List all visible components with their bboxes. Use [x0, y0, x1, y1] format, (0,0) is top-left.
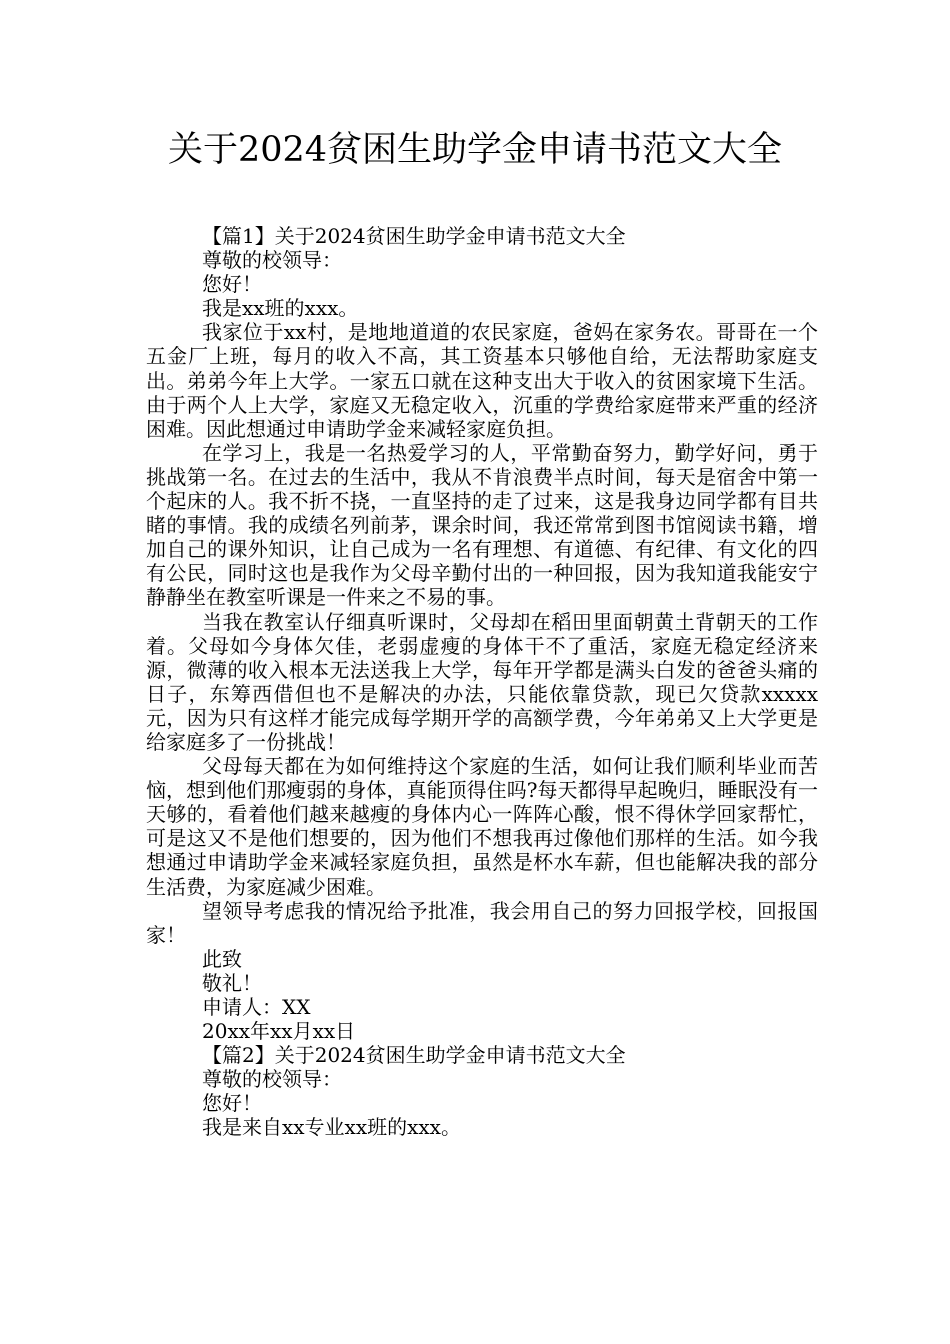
closing-line: 此致 — [202, 946, 242, 971]
document-title: 关于2024贫困生助学金申请书范文大全 — [167, 130, 783, 170]
salutation: 尊敬的校领导： — [202, 248, 342, 273]
self-intro: 我是xx班的xxx。 — [202, 296, 359, 321]
section-heading-2: 【篇2】关于2024贫困生助学金申请书范文大全 — [202, 1043, 626, 1068]
document-body — [146, 224, 818, 1140]
section-heading-1: 【篇1】关于2024贫困生助学金申请书范文大全 — [202, 224, 626, 248]
closing-salute: 敬礼！ — [202, 970, 262, 995]
self-intro: 我是来自xx专业xx班的xxx。 — [202, 1115, 461, 1140]
date-line: 20xx年xx月xx日 — [202, 1019, 356, 1044]
body-paragraph: 当我在教室认仔细真听课时，父母却在稻田里面朝黄土背朝天的工作着。父母如今身体欠佳，老弱虚瘦的身体干不了重活，家庭无稳定经济来源，微薄的收入根本无法送我上大学，每年开学都是满头白发的爸爸头痛的日子，东筹西借但也不是解决的办法，只能依靠贷款，现已欠贷款xxxxx元，因为只有这样才能完成每学期开学的高额学费，今年弟弟又上大学更是给家庭多了一份挑战！ — [146, 609, 818, 754]
salutation: 尊敬的校领导： — [202, 1067, 342, 1092]
body-paragraph: 在学习上，我是一名热爱学习的人，平常勤奋努力，勤学好问，勇于挑战第一名。在过去的生活中，我从不肯浪费半点时间，每天是宿舍中第一个起床的人。我不折不挠，一直坚持的走了过来，这是我身边同学都有目共睹的事情。我的成绩名列前茅，课余时间，我还常常到图书馆阅读书籍，增加自己的课外知识，让自己成为一名有理想、有道德、有纪律、有文化的四有公民，同时这也是我作为父母辛勤付出的一种回报，因为我知道我能安宁静静坐在教室听课是一件来之不易的事。 — [146, 440, 818, 610]
body-paragraph: 父母每天都在为如何维持这个家庭的生活，如何让我们顺利毕业而苦恼，想到他们那瘦弱的身体，真能顶得住吗?每天都得早起晚归，睡眠没有一天够的，看着他们越来越瘦的身体内心一阵阵心酸，恨不得休学回家帮忙，可是这又不是他们想要的，因为他们不想我再过像他们那样的生活。如今我想通过申请助学金来减轻家庭负担，虽然是杯水车薪，但也能解决我的部分生活费，为家庭减少困难。 — [146, 754, 818, 899]
greeting: 您好！ — [202, 1091, 262, 1116]
body-paragraph: 我家位于xx村，是地地道道的农民家庭，爸妈在家务农。哥哥在一个五金厂上班，每月的收入不高，其工资基本只够他自给，无法帮助家庭支出。弟弟今年上大学。一家五口就在这种支出大于收入的贫困家境下生活。由于两个人上大学，家庭又无稳定收入，沉重的学费给家庭带来严重的经济困难。因此想通过申请助学金来减轻家庭负担。 — [146, 320, 818, 441]
body-paragraph: 望领导考虑我的情况给予批准，我会用自己的努力回报学校，回报国家！ — [146, 898, 818, 947]
applicant-line: 申请人：XX — [202, 995, 311, 1019]
greeting: 您好！ — [202, 272, 262, 297]
